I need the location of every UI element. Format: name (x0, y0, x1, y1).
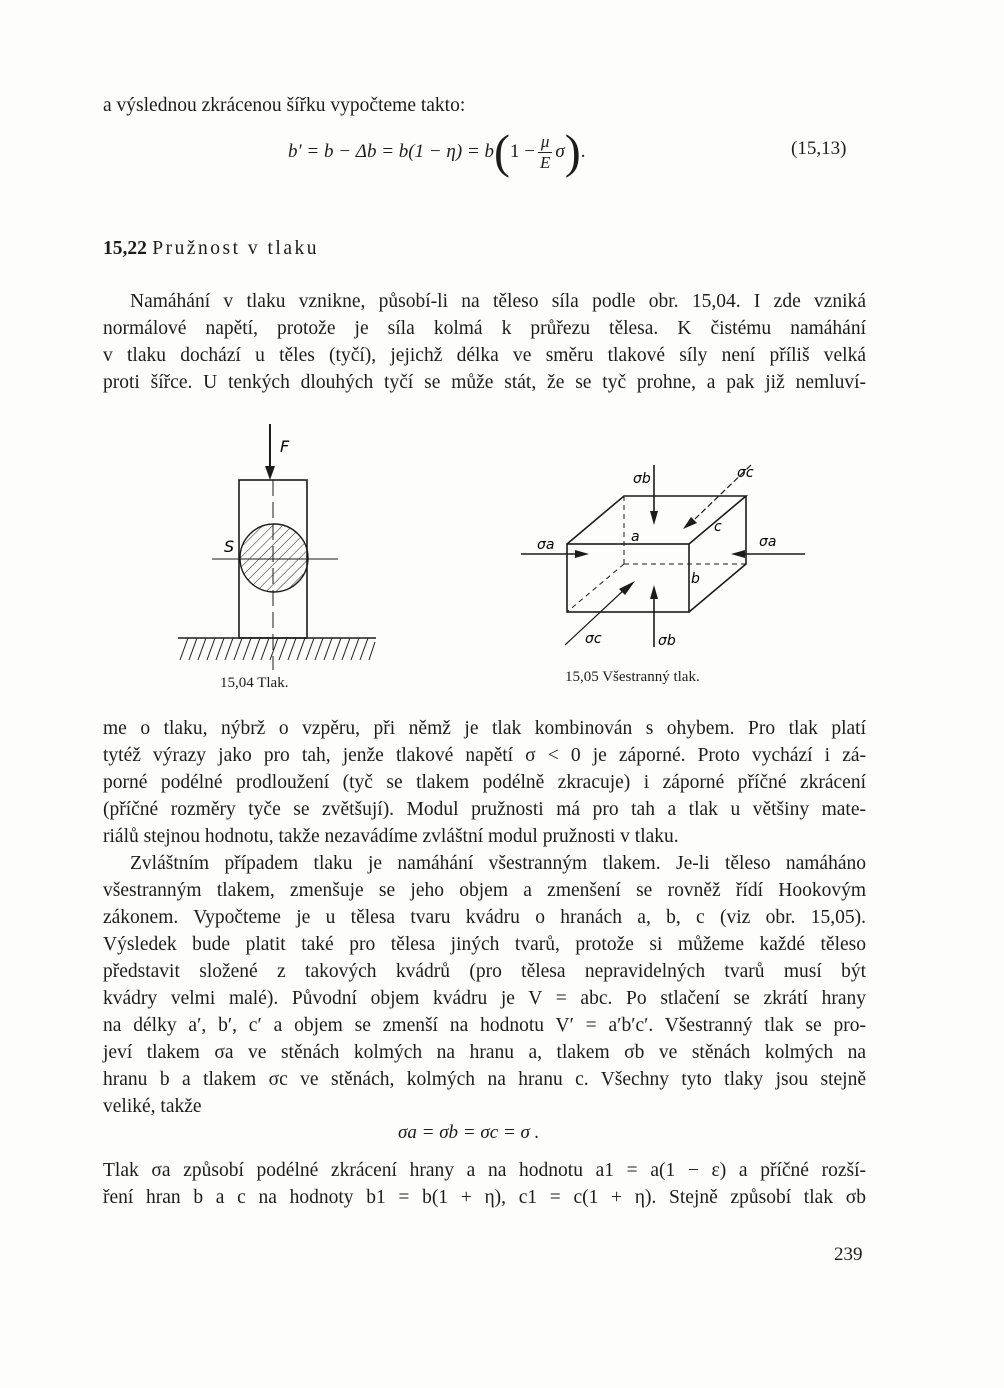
label-sigma-b-top: σb (633, 471, 651, 487)
equation-sigma (398, 1122, 539, 1144)
label-sigma-c-top: σc (737, 465, 754, 481)
label-sigma-c-bottom: σc (585, 631, 602, 647)
eq-sigma: σ (555, 141, 565, 162)
para2-line: (příčné rozměry tyče se zvětšují). Modul pružnosti má pro tah a tlak u většiny mate- (103, 799, 866, 820)
para2-line: tytéž výrazy jako pro tah, jenže tlakové napětí σ < 0 je záporné. Proto vychází i zá- (103, 745, 866, 766)
force-arrow-head (265, 466, 275, 480)
para1-line: Namáhání v tlaku vznikne, působí-li na těleso síla podle obr. 15,04. I zde vzniká (130, 291, 866, 312)
label-S: S (224, 537, 235, 556)
para2-line: porné podélné prodloužení (tyč se tlakem podélně zkracuje) i záporné příčné zkrácení (103, 772, 866, 793)
para1-line: v tlaku dochází u těles (tyčí), jejichž délka ve směru tlakové síly není příliš velká (103, 345, 866, 366)
para3-line: všestranným tlakem, zmenšuje se jeho objem a zmenšení se rovněž řídí Hookovým (103, 880, 866, 901)
figure-15-05 (515, 455, 815, 685)
equation-15-13: b′ = b − Δb = b(1 − η) = b(1 − $\frac{\mu}{E}$ σ). (288, 125, 586, 179)
para3-line: veliké, takže (103, 1096, 202, 1117)
para1-line: normálové napětí, protože je síla kolmá k průřezu tělesa. K čistému namáhání (103, 318, 866, 339)
para3-line: Výsledek bude platit také pro tělesa jiných tvarů, protože si můžeme každé těleso (103, 934, 866, 955)
label-sigma-b-bottom: σb (658, 633, 676, 649)
label-edge-a: a (631, 529, 640, 545)
label-sigma-a-right: σa (759, 534, 777, 550)
section-title: Pružnost v tlaku (152, 238, 319, 259)
eq-end: . (580, 141, 586, 162)
para3-line: představit složené z takových kvádrů (pro tělesa nepravidelných tvarů musí být (103, 961, 866, 982)
ground-hatching (180, 638, 375, 660)
para3-line: hranu b a tlakem σc ve stěnách, kolmých na hranu c. Všechny tyto tlaky jsou stejně (103, 1069, 866, 1090)
label-edge-c: c (714, 519, 722, 535)
para3-line: zákonem. Vypočteme je u tělesa tvaru kvádru o hranách a, b, c (viz obr. 15,05). (103, 907, 866, 928)
figure-15-04 (170, 420, 400, 690)
para3-line: na délky a′, b′, c′ a objem se zmenší na hodnotu V′ = a′b′c′. Všestranný tlak se pro- (103, 1015, 866, 1036)
eq-fraction (538, 132, 552, 173)
eq-sigma-text: σa = σb = σc = σ . (398, 1122, 540, 1143)
para2-line: riálů stejnou hodnotu, takže nezavádíme zvláštní modul pružnosti v tlaku. (103, 826, 679, 847)
para4-line: ření hran b a c na hodnoty b1 = b(1 + η), c1 = c(1 + η). Stejně způsobí tlak σb (103, 1187, 866, 1208)
arrow-sigma-b-top (650, 511, 658, 525)
section-number: 15,22 (103, 238, 147, 259)
eq-frac-num: μ (538, 132, 552, 153)
para2-line: me o tlaku, nýbrž o vzpěru, při němž je tlak kombinován s ohybem. Pro tlak platí (103, 718, 866, 739)
intro-line: a výslednou zkrácenou šířku vypočteme takto: (103, 95, 466, 116)
para3-line: Zvláštním případem tlaku je namáhání všestranným tlakem. Je-li těleso namáháno (130, 853, 866, 874)
section-heading (103, 238, 319, 260)
figure-15-05-caption: 15,05 Všestranný tlak. (565, 669, 700, 685)
eq-one-minus: 1 − (509, 141, 535, 162)
arrow-sigma-b-bottom (650, 585, 658, 599)
para3-line: jeví tlakem σa ve stěnách kolmých na hranu a, tlakem σb ve stěnách kolmých na (103, 1042, 866, 1063)
para1-line: proti šířce. U tenkých dlouhých tyčí se může stát, že se tyč prohne, a pak již nemluví- (103, 372, 866, 393)
para4-line: Tlak σa způsobí podélné zkrácení hrany a na hodnotu a1 = a(1 − ε) a příčné rozší- (103, 1160, 866, 1181)
eq-lhs: b′ = b − Δb = b(1 − η) = b (288, 141, 494, 162)
label-edge-b: b (691, 571, 700, 587)
eq-frac-den: E (539, 153, 551, 173)
figure-15-04-caption: 15,04 Tlak. (220, 675, 289, 691)
arrow-sigma-a-left (575, 550, 589, 558)
label-F: F (280, 437, 290, 456)
arrow-sigma-a-right (731, 550, 745, 558)
para3-line: kvádry velmi malé). Původní objem kvádru je V = abc. Po stlačení se zkrátí hrany (103, 988, 866, 1009)
equation-number: (15,13) (791, 138, 847, 159)
label-sigma-a-left: σa (537, 537, 555, 553)
page-number: 239 (834, 1244, 863, 1265)
